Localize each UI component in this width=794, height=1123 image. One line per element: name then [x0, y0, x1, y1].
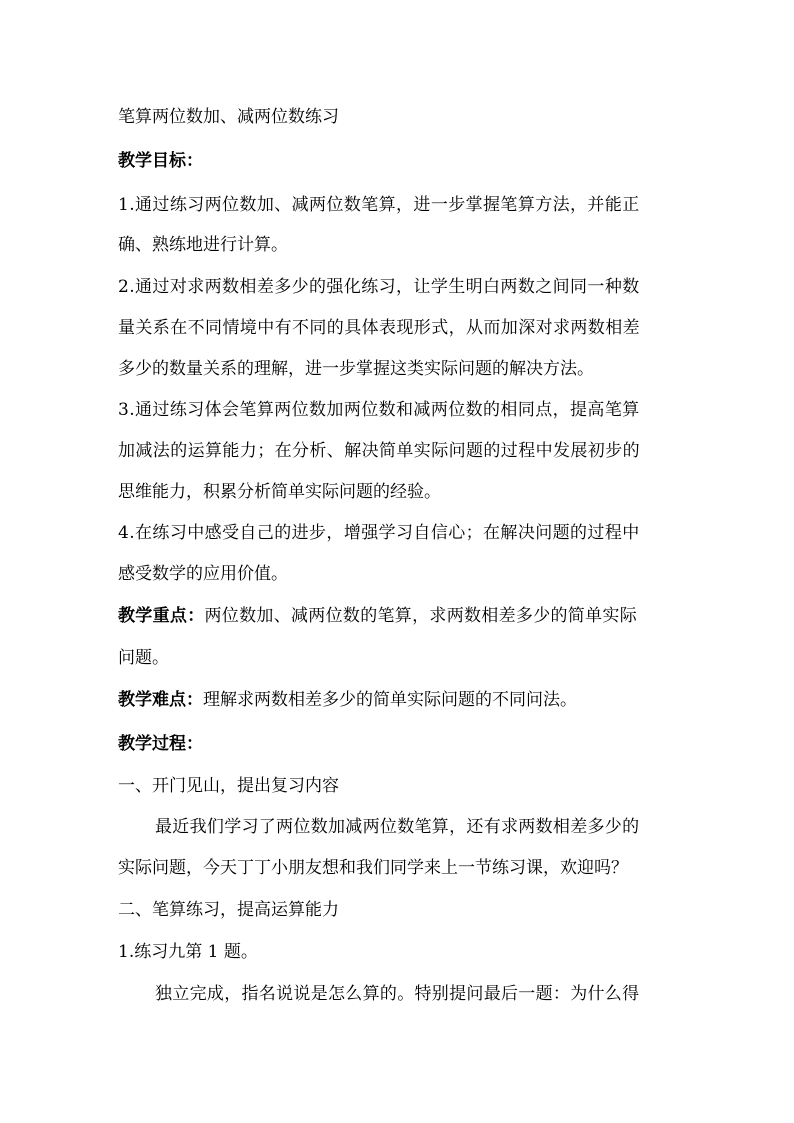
objective-2-line-3: 多少的数量关系的理解，进一步掌握这类实际问题的解决方法。 [118, 359, 594, 379]
key-points-label: 教学重点： [118, 606, 205, 626]
objective-1-line-2: 确、熟练地进行计算。 [118, 235, 288, 255]
key-points-line-1 [118, 606, 684, 626]
objective-3-line-1: 3.通过练习体会笔算两位数加两位数和减两位数的相同点，提高笔算 [118, 400, 640, 420]
section-1-para-line-1: 最近我们学习了两位数加减两位数笔算，还有求两数相差多少的 [155, 817, 640, 837]
section-1-title: 一、开门见山，提出复习内容 [118, 776, 339, 796]
exercise-1-title: 1.练习九第 1 题。 [118, 942, 258, 962]
objective-1-line-1: 1.通过练习两位数加、减两位数笔算，进一步掌握笔算方法，并能正 [118, 195, 640, 215]
exercise-1-para: 独立完成，指名说说是怎么算的。特别提问最后一题：为什么得 [155, 984, 640, 1004]
objectives-heading: 教学目标： [118, 151, 203, 171]
objective-4-line-1: 4.在练习中感受自己的进步，增强学习自信心；在解决问题的过程中 [118, 523, 640, 543]
section-2-title: 二、笔算练习，提高运算能力 [118, 900, 339, 920]
objective-3-line-3: 思维能力，积累分析简单实际问题的经验。 [118, 482, 441, 502]
objective-2-line-1: 2.通过对求两数相差多少的强化练习，让学生明白两数之间同一种数 [118, 277, 640, 297]
key-points-text: 两位数加、减两位数的笔算，求两数相差多少的简单实际 [204, 606, 637, 626]
objective-2-line-2: 量关系在不同情境中有不同的具体表现形式，从而加深对求两数相差 [118, 318, 640, 338]
objective-3-line-2: 加减法的运算能力；在分析、解决简单实际问题的过程中发展初步的 [118, 441, 640, 461]
difficulty-text: 理解求两数相差多少的简单实际问题的不同问法。 [203, 690, 577, 710]
difficulty-label: 教学难点： [118, 690, 203, 710]
document-title: 笔算两位数加、减两位数练习 [118, 107, 339, 127]
key-points-line-2: 问题。 [118, 648, 169, 668]
difficulty-line [118, 690, 684, 710]
objective-4-line-2: 感受数学的应用价值。 [118, 564, 288, 584]
process-heading: 教学过程： [118, 734, 203, 754]
section-1-para-line-2: 实际问题，今天丁丁小朋友想和我们同学来上一节练习课，欢迎吗？ [118, 858, 628, 878]
